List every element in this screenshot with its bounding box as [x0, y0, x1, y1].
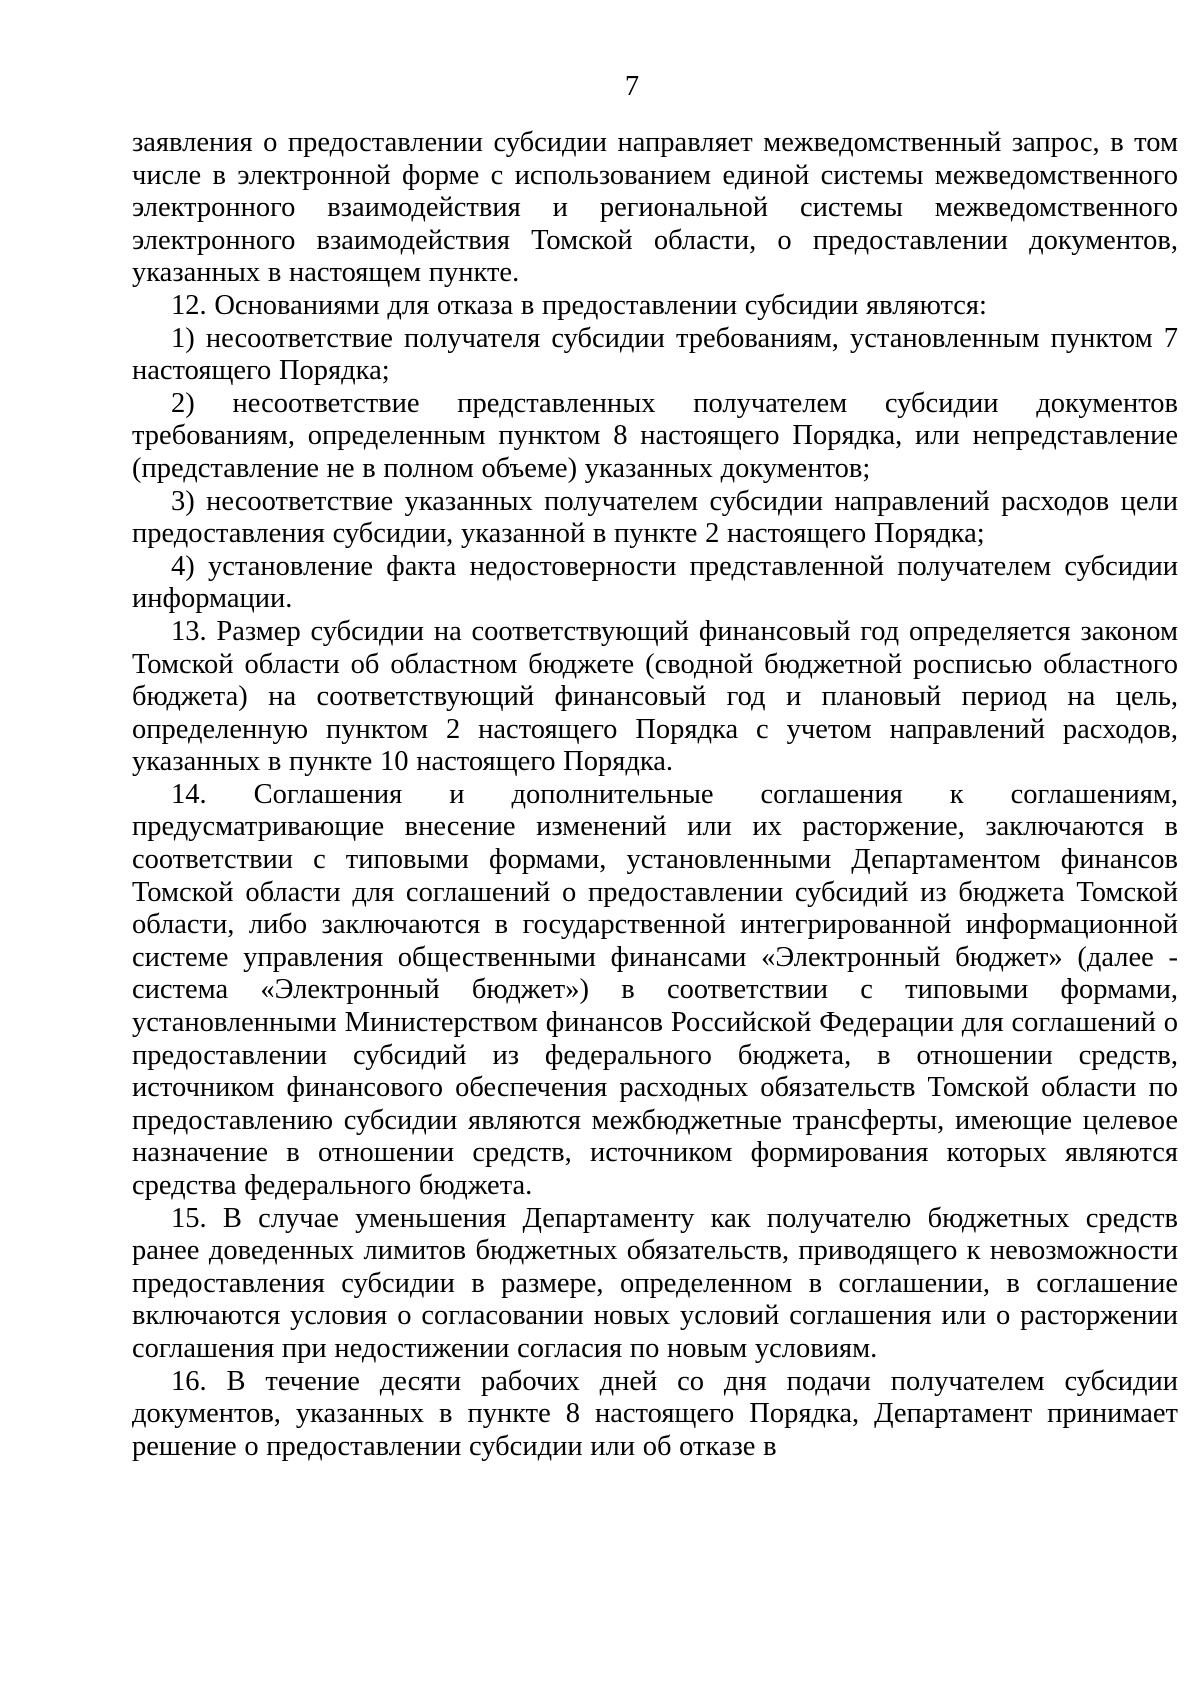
paragraph-item-13: 13. Размер субсидии на соответствующий финансовый год определяется законом Томской области об областном бюджете (сводной бюджетной росписью областного бюджета) на соответствующий финансовый год и плановый период на цель, определенную пунктом 2 настоящего Порядка с учетом направлений расходов, указанных в пункте 10 настоящего Порядка. [132, 615, 1178, 778]
paragraph-item-12-3: 3) несоответствие указанных получателем субсидии направлений расходов цели предоставления субсидии, указанной в пункте 2 настоящего Порядка; [132, 485, 1178, 550]
paragraph-item-14: 14. Соглашения и дополнительные соглашения к соглашениям, предусматривающие внесение изменений или их расторжение, заключаются в соответствии с типовыми формами, установленными Департаментом финансов Томской области для соглашений о предоставлении субсидий из бюджета Томской области, либо заключаются в государственной интегрированной информационной системе управления общественными финансами «Электронный бюджет» (далее - система «Электронный бюджет») в соответствии с типовыми формами, установленными Министерством финансов Российской Федерации для соглашений о предоставлении субсидий из федерального бюджета, в отношении средств, источником финансового обеспечения расходных обязательств Томской области по предоставлению субсидии являются межбюджетные трансферты, имеющие целевое назначение в отношении средств, источником формирования которых являются средства федерального бюджета. [132, 778, 1178, 1201]
paragraph-item-16: 16. В течение десяти рабочих дней со дня подачи получателем субсидии документов, указанных в пункте 8 настоящего Порядка, Департамент принимает решение о предоставлении субсидии или об отказе в [132, 1365, 1178, 1462]
paragraph-item-12: 12. Основаниями для отказа в предоставлении субсидии являются: [171, 289, 987, 321]
paragraph-continuation: заявления о предоставлении субсидии направляет межведомственный запрос, в том числе в электронной форме с использованием единой системы межведомственного электронного взаимодействия и региональной системы межведомственного электронного взаимодействия Томской области, о предоставлении документов, указанных в настоящем пункте. [132, 127, 1178, 289]
page-number: 7 [624, 71, 640, 102]
paragraph-item-12-1: 1) несоответствие получателя субсидии требованиям, установленным пунктом 7 настоящего Порядка; [132, 322, 1178, 387]
paragraph-item-12-4: 4) установление факта недостоверности представленной получателем субсидии информации. [132, 550, 1178, 615]
paragraph-item-12-2: 2) несоответствие представленных получателем субсидии документов требованиям, определенным пунктом 8 настоящего Порядка, или непредставление (представление не в полном объеме) указанных документов; [132, 387, 1178, 484]
document-body [132, 127, 1178, 1463]
paragraph-item-15: 15. В случае уменьшения Департаменту как получателю бюджетных средств ранее доведенных лимитов бюджетных обязательств, приводящего к невозможности предоставления субсидии в размере, определенном в соглашении, в соглашение включаются условия о согласовании новых условий соглашения или о расторжении соглашения при недостижении согласия по новым условиям. [132, 1202, 1178, 1364]
